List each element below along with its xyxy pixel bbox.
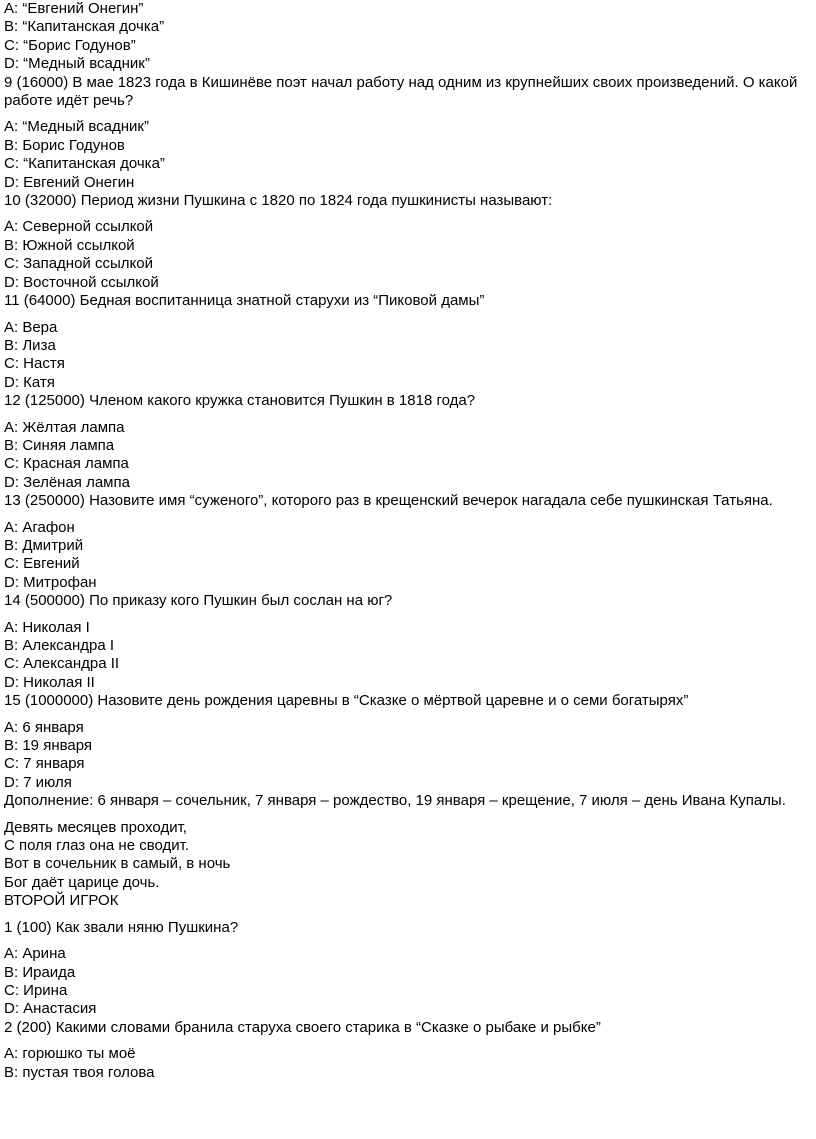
options-15	[4, 719, 814, 793]
option-c: C: “Капитанская дочка”	[4, 155, 165, 173]
player2-question-2: 2 (200) Какими словами бранила старуха своего старика в “Сказке о рыбаке и рыбке”	[4, 1018, 601, 1036]
document-body	[4, 0, 814, 1082]
poem-line: Бог даёт царице дочь.	[4, 873, 160, 891]
option-b: B: Ираида	[4, 963, 76, 981]
option-c: C: Александра II	[4, 655, 120, 673]
question-15: 15 (1000000) Назовите день рождения царевны в “Сказке о мёртвой царевне и о семи богатырях”	[4, 692, 689, 710]
option-b: B: Лиза	[4, 336, 56, 354]
option-a: A: Николая I	[4, 618, 90, 636]
option-a: A: Агафон	[4, 518, 75, 536]
option-c: C: Красная лампа	[4, 455, 129, 473]
question-13: 13 (250000) Назовите имя “суженого”, которого раз в крещенский вечерок нагадала себе пушкинская Татьяна.	[4, 492, 773, 510]
option-d: D: “Медный всадник”	[4, 55, 150, 73]
options-12	[4, 419, 814, 493]
option-d: D: Восточной ссылкой	[4, 273, 159, 291]
options-11	[4, 319, 814, 393]
option-a: A: “Евгений Онегин”	[4, 0, 144, 17]
player2-question-1: 1 (100) Как звали няню Пушкина?	[4, 918, 239, 936]
player2-options-1	[4, 945, 814, 1019]
option-b: B: Синяя лампа	[4, 436, 115, 454]
option-b: B: Дмитрий	[4, 536, 84, 554]
section-title: ВТОРОЙ ИГРОК	[4, 892, 119, 910]
option-c: C: Ирина	[4, 981, 68, 999]
question-9: 9 (16000) В мае 1823 года в Кишинёве поэт начал работу над одним из крупнейших своих произведений. О какой работе идёт речь?	[4, 73, 798, 110]
option-d: D: Катя	[4, 373, 55, 391]
option-d: D: Митрофан	[4, 573, 97, 591]
option-d: D: 7 июля	[4, 773, 72, 791]
question-10: 10 (32000) Период жизни Пушкина с 1820 по 1824 года пушкинисты называют:	[4, 192, 553, 210]
option-c: C: Евгений	[4, 555, 80, 573]
poem-line: С поля глаз она не сводит.	[4, 837, 190, 855]
option-d: D: Евгений Онегин	[4, 173, 135, 191]
option-a: A: “Медный всадник”	[4, 118, 149, 136]
addition-note: Дополнение: 6 января – сочельник, 7 января – рождество, 19 января – крещение, 7 июля – день Ивана Купалы.	[4, 792, 786, 810]
poem	[4, 819, 814, 893]
option-b: B: Борис Годунов	[4, 136, 125, 154]
option-b: B: Южной ссылкой	[4, 236, 135, 254]
option-a: A: Жёлтая лампа	[4, 418, 125, 436]
option-a: A: Арина	[4, 945, 66, 963]
option-a: A: горюшко ты моё	[4, 1045, 136, 1063]
option-c: C: Западной ссылкой	[4, 255, 153, 273]
option-a: A: Вера	[4, 318, 58, 336]
option-b: B: Александра I	[4, 637, 115, 654]
option-c: C: Настя	[4, 355, 65, 373]
option-d: D: Николая II	[4, 673, 95, 691]
poem-line: Вот в сочельник в самый, в ночь	[4, 855, 231, 873]
option-a: A: Северной ссылкой	[4, 218, 154, 236]
option-c: C: “Борис Годунов”	[4, 36, 136, 54]
option-b: B: 19 января	[4, 737, 93, 755]
options-prev	[4, 0, 814, 74]
option-d: D: Анастасия	[4, 1000, 97, 1018]
question-12: 12 (125000) Членом какого кружка становится Пушкин в 1818 года?	[4, 392, 476, 410]
option-d: D: Зелёная лампа	[4, 473, 130, 491]
options-13	[4, 519, 814, 593]
options-10	[4, 218, 814, 292]
option-b: B: пустая твоя голова	[4, 1063, 155, 1081]
question-14: 14 (500000) По приказу кого Пушкин был сослан на юг?	[4, 592, 393, 610]
poem-line: Девять месяцев проходит,	[4, 818, 187, 836]
question-11: 11 (64000) Бедная воспитанница знатной старухи из “Пиковой дамы”	[4, 292, 485, 310]
options-9	[4, 118, 814, 192]
option-a: A: 6 января	[4, 718, 84, 736]
options-14	[4, 619, 814, 693]
player2-options-2	[4, 1045, 814, 1082]
option-b: B: “Капитанская дочка”	[4, 18, 165, 36]
option-c: C: 7 января	[4, 755, 85, 773]
